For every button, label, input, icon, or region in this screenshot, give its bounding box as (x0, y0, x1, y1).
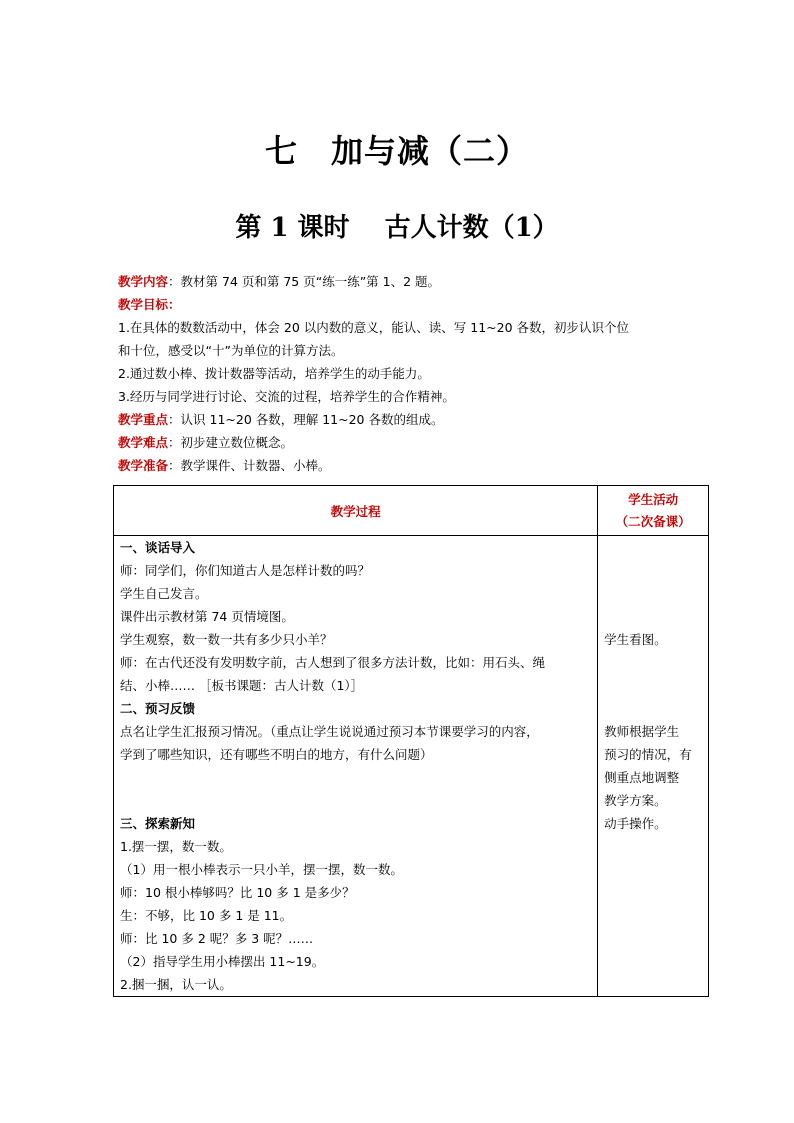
activity-line: 预习的情况，有 (604, 747, 692, 762)
activity-line (604, 559, 702, 582)
content-label: 教学内容 (118, 274, 169, 289)
process-line: 1.摆一摆，数一数。 (120, 839, 232, 854)
difficulty-line (118, 431, 718, 454)
goal-1a: 1.在具体的数数活动中，体会 20 以内数的意义，能认、读、写 11~20 各数，初步认识个位 (118, 320, 630, 335)
process-line: 师：10 根小棒够吗？比 10 多 1 是多少？ (120, 885, 355, 900)
section-heading: 二、预习反馈 (120, 701, 196, 716)
header-activity-2: （二次备课） (615, 513, 691, 529)
activity-line (604, 536, 702, 559)
goal-colon: ： (168, 297, 181, 312)
activity-line (604, 651, 702, 674)
goal-3: 3.经历与同学进行讨论、交流的过程，培养学生的合作精神。 (118, 389, 455, 404)
process-line: 学生观察，数一数一共有多少只小羊？ (120, 632, 333, 647)
lesson-title: 第 1 课时 古人计数（1） (235, 213, 559, 243)
activity-line: 教师根据学生 (604, 724, 680, 739)
goal-1b: 和十位，感受以“十”为单位的计算方法。 (118, 343, 344, 358)
process-line: 2.捆一捆，认一认。 (120, 977, 232, 992)
process-line: 课件出示教材第 74 页情境图。 (120, 609, 294, 624)
header-process: 教学过程 (114, 486, 598, 536)
activity-line: 学生看图。 (604, 632, 667, 647)
activity-line: 侧重点地调整 (604, 770, 680, 785)
process-lines (120, 536, 591, 996)
process-line: 学生自己发言。 (120, 586, 208, 601)
activity-line (604, 674, 702, 697)
goal-2: 2.通过数小棒、拨计数器等活动，培养学生的动手能力。 (118, 366, 430, 381)
header-activity (598, 486, 709, 536)
unit-title: 七 加与减（二） (264, 132, 529, 170)
process-line: 师：在古代还没有发明数字前，古人想到了很多方法计数，比如：用石头、绳 (120, 655, 546, 670)
process-line: （1）用一根小棒表示一只小羊，摆一摆，数一数。 (120, 862, 403, 877)
key-line (118, 408, 718, 431)
activity-line: 教学方案。 (604, 793, 667, 808)
goal-label: 教学目标 (118, 297, 169, 312)
section-heading: 一、谈话导入 (120, 540, 196, 555)
table-header-row (114, 486, 709, 536)
process-line (120, 766, 591, 789)
header-activity-1: 学生活动 (628, 491, 679, 507)
activity-cell (598, 536, 709, 997)
difficulty-label: 教学难点 (118, 435, 169, 450)
activity-lines (604, 536, 702, 835)
activity-line (604, 582, 702, 605)
key-label: 教学重点 (118, 412, 169, 427)
process-line (120, 789, 591, 812)
content-text: ：教材第 74 页和第 75 页“练一练”第 1、2 题。 (168, 274, 441, 289)
process-cell (114, 536, 598, 997)
process-line: 师：比 10 多 2 呢？多 3 呢？…… (120, 931, 314, 946)
process-line: 生：不够，比 10 多 1 是 11。 (120, 908, 293, 923)
content-line (118, 270, 718, 293)
activity-line (604, 605, 702, 628)
key-text: ：认识 11~20 各数，理解 11~20 各数的组成。 (168, 412, 444, 427)
prep-line (118, 454, 718, 477)
process-line: （2）指导学生用小棒摆出 11~19。 (120, 954, 325, 969)
process-line: 点名让学生汇报预习情况。（重点让学生说说通过预习本节课要学习的内容， (120, 724, 539, 739)
prep-label: 教学准备 (118, 458, 169, 473)
lesson-meta (118, 270, 718, 477)
process-line: 结、小棒…… ［板书课题：古人计数（1）］ (120, 678, 364, 693)
lesson-table (113, 485, 709, 997)
activity-line: 动手操作。 (604, 816, 667, 831)
section-heading: 三、探索新知 (120, 816, 196, 831)
process-line: 学到了哪些知识，还有哪些不明白的地方，有什么问题） (120, 747, 433, 762)
process-line: 师：同学们，你们知道古人是怎样计数的吗？ (120, 563, 371, 578)
prep-text: ：教学课件、计数器、小棒。 (168, 458, 331, 473)
table-body-row (114, 536, 709, 997)
goal-line (118, 293, 718, 316)
difficulty-text: ：初步建立数位概念。 (168, 435, 294, 450)
activity-line (604, 697, 702, 720)
